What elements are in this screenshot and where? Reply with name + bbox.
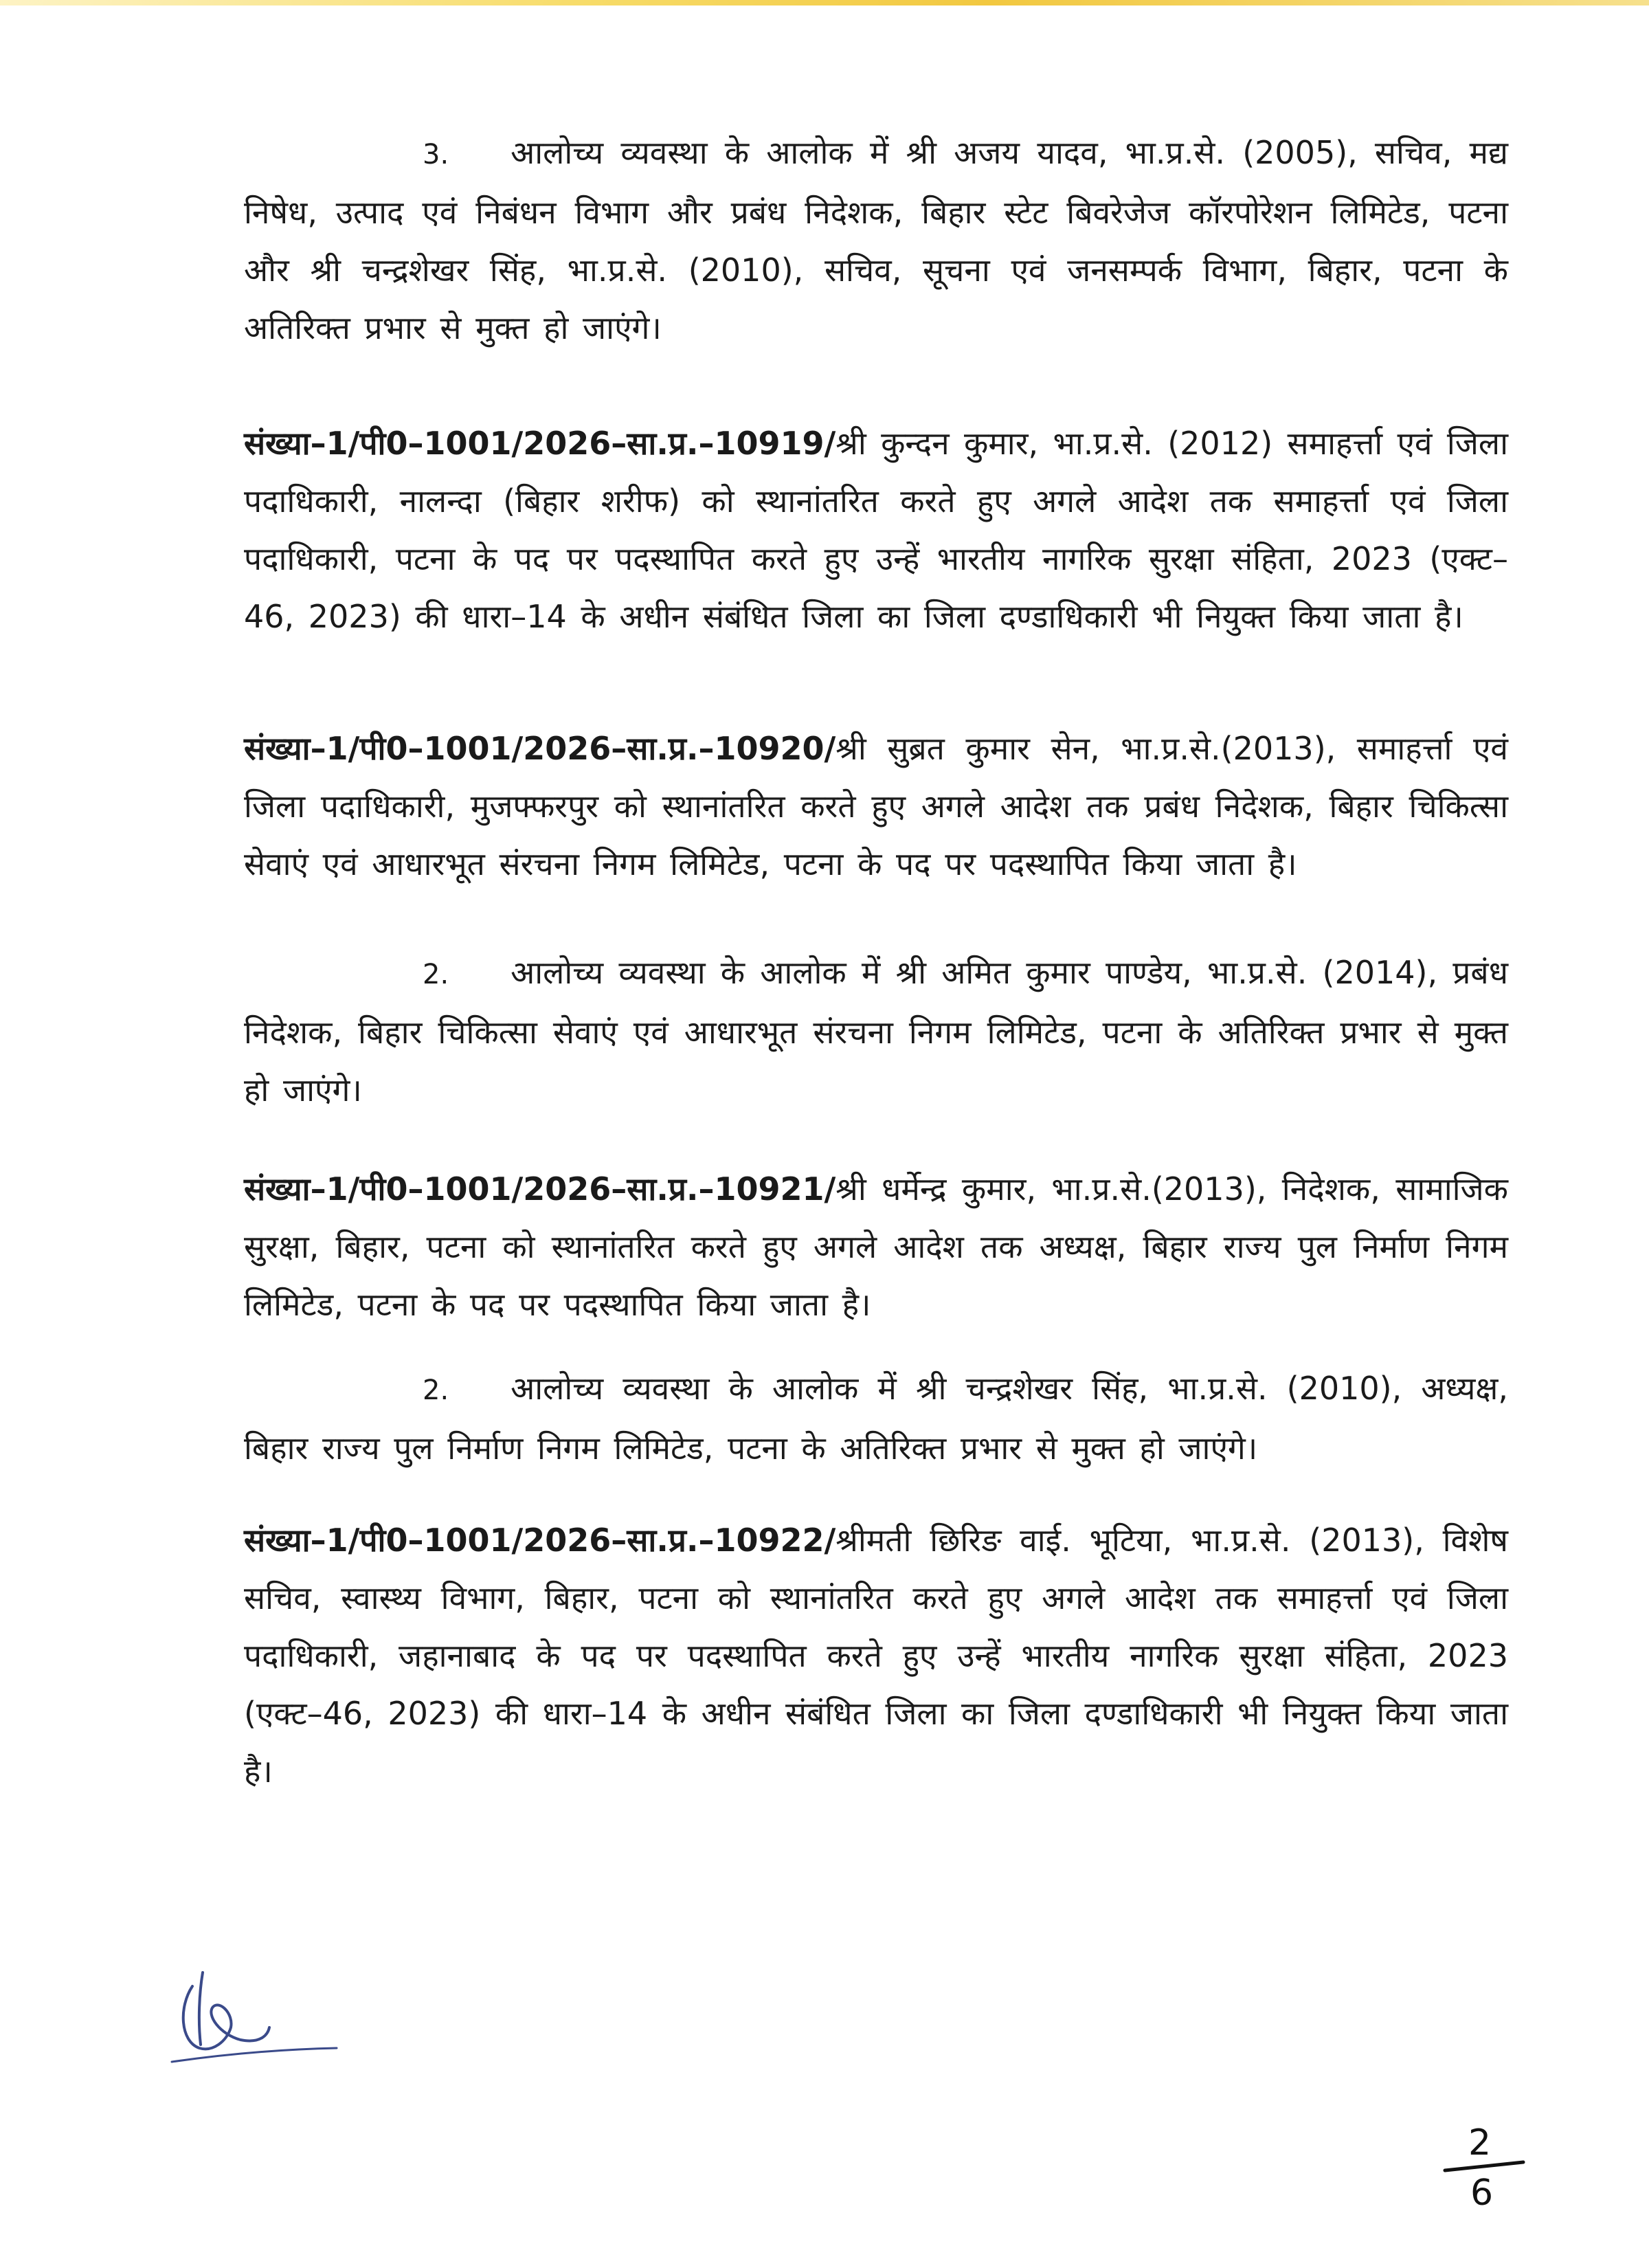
- paragraph-text: आलोच्य व्यवस्था के आलोक में श्री चन्द्रशेखर सिंह, भा.प्र.से. (2010), अध्यक्ष, बिहार राज्य पुल निर्माण निगम लिमिटेड, पटना के अतिरिक्त प्रभार से मुक्त हो जाएंगे।: [244, 1370, 1508, 1467]
- order-number: संख्या–1/पी0–1001/2026–सा.प्र.–10922/: [244, 1522, 836, 1559]
- order-number: संख्या–1/पी0–1001/2026–सा.प्र.–10920/: [244, 730, 836, 767]
- paragraph-number: 2.: [423, 1375, 449, 1406]
- page-total: 6: [1470, 2172, 1494, 2214]
- paragraph-text: आलोच्य व्यवस्था के आलोक में श्री अजय यादव, भा.प्र.से. (2005), सचिव, मद्य निषेध, उत्पाद एवं निबंधन विभाग और प्रबंध निदेशक, बिहार स्टेट बिवरेजेज कॉरपोरेशन लिमिटेड, पटना और श्री चन्द्रशेखर सिंह, भा.प्र.से. (2010), सचिव, सूचना एवं जनसम्पर्क विभाग, बिहार, पटना के अतिरिक्त प्रभार से मुक्त हो जाएंगे।: [244, 134, 1508, 346]
- paragraph-number: 2.: [423, 959, 449, 990]
- document-page: [244, 124, 1508, 1800]
- order-text: श्रीमती छिरिङ वाई. भूटिया, भा.प्र.से. (2013), विशेष सचिव, स्वास्थ्य विभाग, बिहार, पटना को स्थानांतरित करते हुए अगले आदेश तक समाहर्त्ता एवं जिला पदाधिकारी, जहानाबाद के पद पर पदस्थापित करते हुए उन्हें भारतीय नागरिक सुरक्षा संहिता, 2023 (एक्ट–46, 2023) की धारा–14 के अधीन संबंधित जिला का जिला दण्डाधिकारी भी नियुक्त किया जाता है।: [244, 1522, 1508, 1790]
- paragraph-2: [244, 944, 1508, 1119]
- paragraph-number: 3.: [423, 139, 449, 170]
- order-text: श्री कुन्दन कुमार, भा.प्र.से. (2012) समाहर्त्ता एवं जिला पदाधिकारी, नालन्दा (बिहार शरीफ) को स्थानांतरित करते हुए अगले आदेश तक समाहर्त्ता एवं जिला पदाधिकारी, पटना के पद पर पदस्थापित करते हुए उन्हें भारतीय नागरिक सुरक्षा संहिता, 2023 (एक्ट–46, 2023) की धारा–14 के अधीन संबंधित जिला का जिला दण्डाधिकारी भी नियुक्त किया जाता है।: [244, 425, 1508, 635]
- order-text: श्री धर्मेन्द्र कुमार, भा.प्र.से.(2013), निदेशक, सामाजिक सुरक्षा, बिहार, पटना को स्थानांतरित करते हुए अगले आदेश तक अध्यक्ष, बिहार राज्य पुल निर्माण निगम लिमिटेड, पटना के पद पर पदस्थापित किया जाता है।: [244, 1170, 1508, 1323]
- order-number: संख्या–1/पी0–1001/2026–सा.प्र.–10919/: [244, 425, 836, 462]
- initials-signature: [165, 1959, 344, 2082]
- page-number: [1439, 2117, 1529, 2220]
- page-number-fraction: [1439, 2117, 1529, 2220]
- order-10922: [244, 1511, 1508, 1800]
- top-edge-strip: [0, 0, 1649, 5]
- order-10920: [244, 720, 1508, 893]
- order-10921: [244, 1160, 1508, 1333]
- order-number: संख्या–1/पी0–1001/2026–सा.प्र.–10921/: [244, 1170, 836, 1208]
- order-text: श्री सुब्रत कुमार सेन, भा.प्र.से.(2013), समाहर्त्ता एवं जिला पदाधिकारी, मुजफ्फरपुर को स्थानांतरित करते हुए अगले आदेश तक प्रबंध निदेशक, बिहार चिकित्सा सेवाएं एवं आधारभूत संरचना निगम लिमिटेड, पटना के पद पर पदस्थापित किया जाता है।: [244, 730, 1508, 882]
- page-current: 2: [1468, 2122, 1492, 2164]
- paragraph-text: आलोच्य व्यवस्था के आलोक में श्री अमित कुमार पाण्डेय, भा.प्र.से. (2014), प्रबंध निदेशक, बिहार चिकित्सा सेवाएं एवं आधारभूत संरचना निगम लिमिटेड, पटना के अतिरिक्त प्रभार से मुक्त हो जाएंगे।: [244, 954, 1508, 1109]
- paragraph-3: [244, 124, 1508, 357]
- order-10919: [244, 414, 1508, 645]
- paragraph-2: [244, 1359, 1508, 1477]
